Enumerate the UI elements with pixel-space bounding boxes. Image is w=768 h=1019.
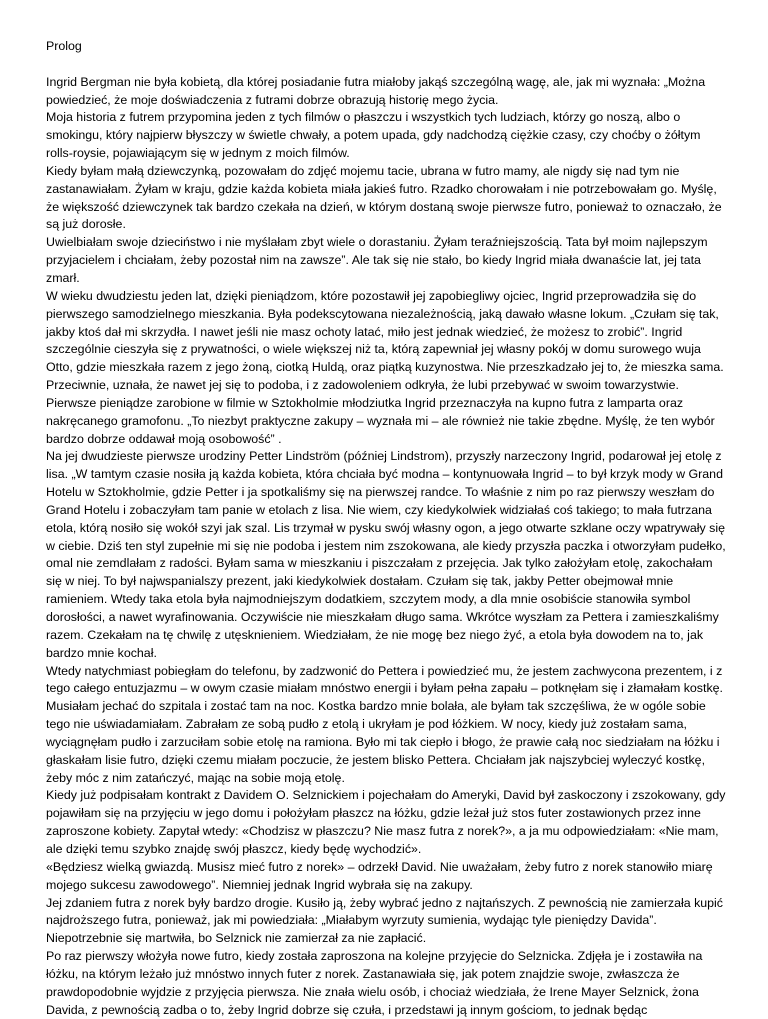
paragraph: Po raz pierwszy włożyła nowe futro, kiedy została zaproszona na kolejne przyjęcie do Selznicka. Zdjęła je i zostawiła na łóżku, na którym leżało już mnóstwo innych futer z norek. Zastanawiała się, jak potem znajdzie swoje, zwłaszcza że prawdopodobnie wyjdzie z przyjęcia pierwsza. Nie znała wielu osób, i chociaż wiedziała, że Irene Mayer Selznick, żona Davida, z pewnością zadba o to, żeby Ingrid dobrze się czuła, i przedstawi ją innym gościom, to jednak będąc [46,949,703,1017]
paragraph: Kiedy byłam małą dziewczynką, pozowałam do zdjęć mojemu tacie, ubrana w futro mamy, ale nigdy się nad tym nie zastanawiałam. Żyłam w kraju, gdzie każda kobieta miała jakieś futro. Rzadko chorowałam i nie potrzebowałam go. Myślę, że większość dziewczynek tak bardzo czekała na dzień, w którym dostaną swoje pierwsze futro, ponieważ to oznaczało, że są już dorosłe. [46,163,722,232]
document-page [46,38,730,1019]
paragraph: Uwielbiałam swoje dzieciństwo i nie myślałam zbyt wiele o dorastaniu. Żyłam teraźniejszością. Tata był moim najlepszym przyjacielem i chciałam, żeby pozostał nim na zawsze”. Ale tak się nie stało, bo kiedy Ingrid miała dwanaście lat, jej tata zmarł. [46,235,708,285]
paragraph: «Będziesz wielką gwiazdą. Musisz mieć futro z norek» – odrzekł David. Nie uważałam, żeby futro z norek stanowiło miarę mojego sukcesu zawodowego”. Niemniej jednak Ingrid wybrała się na zakupy. [46,859,713,892]
paragraph: Moja historia z futrem przypomina jeden z tych filmów o płaszczu i wszystkich tych ludziach, którzy go noszą, albo o smokingu, który najpierw błyszczy w świetle chwały, a potem upada, gdy nadchodzą ciężkie czasy, czy choćby o żółtym rolls-roysie, pojawiającym się w jednym z moich filmów. [46,110,701,161]
paragraph: Pierwsze pieniądze zarobione w filmie w Sztokholmie młodziutka Ingrid przeznaczyła na kupno futra z lamparta oraz nakręcanego gramofonu. „To niezbyt praktyczne zakupy – wyznała mi – ale również nie takie zbędne. Myślę, że ten wybór bardzo dobrze oddawał moją osobowość” . [46,395,715,446]
paragraph: W wieku dwudziestu jeden lat, dzięki pieniądzom, które pozostawił jej zapobiegliwy ojciec, Ingrid przeprowadziła się do pierwszego samodzielnego mieszkania. Była podekscytowana niezależnością, jaką dawało własne lokum. „Czułam się tak, jakby ktoś dał mi skrzydła. I nawet jeśli nie masz ochoty latać, miło jest jednak wiedzieć, że możesz to zrobić”. Ingrid szczególnie cieszyła się z prywatności, o wiele większej niż ta, którą zapewniał jej własny pokój w domu surowego wuja Otto, gdzie mieszkała razem z jego żoną, ciotką Huldą, oraz piątką kuzynostwa. Nie przeszkadzało jej to, że mieszka sama. Przeciwnie, uznała, że nawet jej się to podoba, i z zadowoleniem odkryła, że lubi przebywać w swoim towarzystwie. [46,288,724,393]
paragraph: Ingrid Bergman nie była kobietą, dla której posiadanie futra miałoby jakąś szczególną wagę, ale, jak mi wyznała: „Można powiedzieć, że moje doświadczenia z futrami dobrze obrazują historię mego życia. [46,74,706,107]
paragraph: Musiałam jechać do szpitala i zostać tam na noc. Kostka bardzo mnie bolała, ale byłam tak szczęśliwa, że w ogóle sobie tego nie uświadamiałam. Zabrałam ze sobą pudło z etolą i ukryłam je pod łóżkiem. W nocy, kiedy już zostałam sama, wyciągnęłam pudło i zarzuciłam sobie etolę na ramiona. Było mi tak ciepło i błogo, że prawie całą noc siedziałam na łóżku i głaskałam lisie futro, dzięki czemu miałam poczucie, że jestem blisko Pettera. Chciałam jak najszybciej wyleczyć kostkę, żeby móc z nim zatańczyć, mając na sobie moją etolę. [46,699,720,785]
paragraph: Na jej dwudzieste pierwsze urodziny Petter Lindström (później Lindstrom), przyszły narzeczony Ingrid, podarował jej etolę z lisa. „W tamtym czasie nosiła ją każda kobieta, która chciała być modna – kontynuowała Ingrid – to był krzyk mody w Grand Hotelu w Sztokholmie, gdzie Petter i ja spotkaliśmy się na pierwszej randce. To właśnie z nim po raz pierwszy weszłam do Grand Hotelu i zobaczyłam tam panie w etolach z lisa. Nie wiem, czy kiedykolwiek widziałaś coś takiego; to mała futrzana etola, którą nosiło się wokół szyi jak szal. Lis trzymał w pysku swój własny ogon, a jego otwarte szklane oczy wpatrywały się w ciebie. Dziś ten styl zupełnie mi się nie podoba i jestem nim zszokowana, ale kiedy przyszła paczka i otworzyłam pudełko, omal nie zemdlałam z radości. Byłam sama w mieszkaniu i piszczałam z przejęcia. Jak tylko założyłam etolę, zakochałam się w niej. To był najwspanialszy prezent, jaki kiedykolwiek dostałam. Czułam się tak, jakby Petter obejmował mnie ramieniem. Wtedy taka etola była najmodniejszym dodatkiem, szczytem mody, a dla mnie osobiście stanowiła symbol dorosłości, a nawet wyrafinowania. Oczywiście nie mieszkałam długo sama. Wkrótce wyszłam za Pettera i zamieszkaliśmy razem. Czekałam na tę chwilę z utęsknieniem. Wiedziałam, że nie mogę bez niego żyć, a etola była dowodem na to, jak bardzo mnie kochał. [46,449,726,660]
paragraph: Kiedy już podpisałam kontrakt z Davidem O. Selznickiem i pojechałam do Ameryki, David był zaskoczony i zszokowany, gdy pojawiłam się na przyjęciu w jego domu i położyłam płaszcz na łóżku, gdzie leżał już stos futer zostawionych przez inne zaproszone kobiety. Zapytał wtedy: «Chodzisz w płaszczu? Nie masz futra z norek?», a ja mu odpowiedziałam: «Nie mam, ale dzięki temu szybko znajdę swój płaszcz, kiedy będę wychodzić». [46,788,726,856]
paragraph: Jej zdaniem futra z norek były bardzo drogie. Kusiło ją, żeby wybrać jedno z najtańszych. Z pewnością nie zamierzała kupić najdroższego futra, ponieważ, jak mi powiedziała: „Miałabym wyrzuty sumienia, wydając tyle pieniędzy Davida”. Niepotrzebnie się martwiła, bo Selznick nie zamierzał za nie zapłacić. [46,895,723,946]
paragraph: Wtedy natychmiast pobiegłam do telefonu, by zadzwonić do Pettera i powiedzieć mu, że jestem zachwycona prezentem, i z tego całego entuzjazmu – w owym czasie miałam mnóstwo energii i byłam pełna zapału – potknęłam się i złamałam kostkę. [46,663,723,696]
document-title: Prolog [46,39,82,53]
